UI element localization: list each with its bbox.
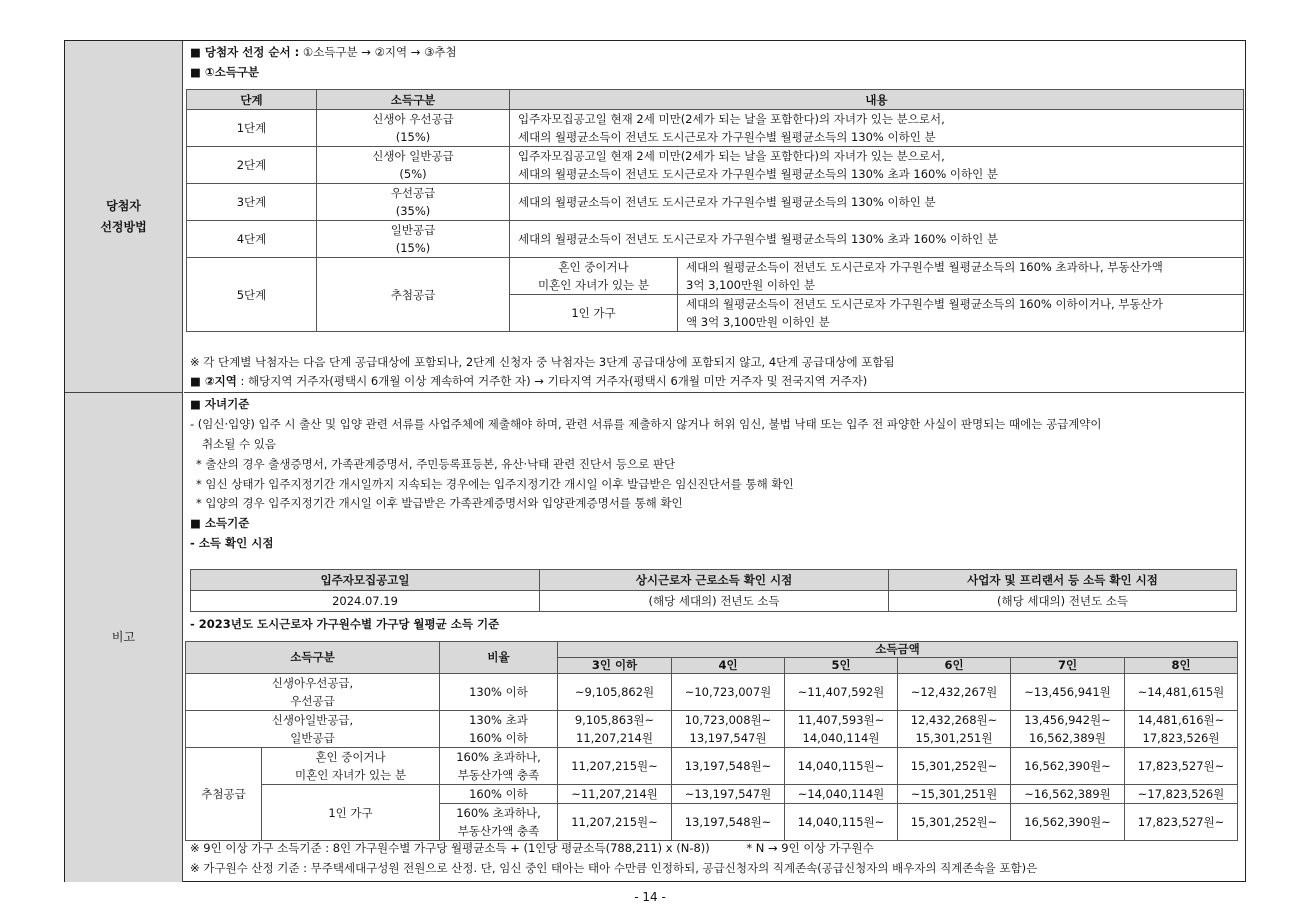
value-cell: ~11,407,592원 [785, 674, 898, 711]
label-line: 당첨자 [106, 199, 141, 214]
value-cell: ~10,723,007원 [672, 674, 785, 711]
income-standard-table [185, 641, 1238, 841]
header-cell: 입주자모집공고일 [191, 570, 540, 591]
value-cell: 10,723,008원~ 13,197,547원 [672, 711, 785, 748]
lottery-label: 추첨공급 [186, 748, 262, 841]
order-title: ■ 당첨자 선정 순서 : [190, 45, 300, 59]
income-title: ■ ①소득구분 [190, 65, 260, 79]
table-row [187, 221, 1244, 258]
order-line [190, 43, 457, 61]
value-cell: 13,456,942원~ 16,562,389원 [1011, 711, 1125, 748]
value-cell: 17,823,527원~ [1125, 804, 1238, 841]
header-col: 3인 이하 [558, 658, 672, 674]
type-cell: 신생아우선공급, 우선공급 [186, 674, 440, 711]
value-cell: 9,105,863원~ 11,207,214원 [558, 711, 672, 748]
region-text: : 해당지역 거주자(평택시 6개월 이상 계속하여 거주한 자) → 기타지역 거주자(평택시 6개월 미만 거주자 및 전국지역 거주자) [240, 374, 868, 388]
table-row [191, 591, 1237, 612]
value-cell: 16,562,390원~ [1011, 804, 1125, 841]
table-header-row [187, 90, 1244, 110]
value-cell: ~9,105,862원 [558, 674, 672, 711]
table-row [186, 674, 1238, 711]
value-cell: 11,207,215원~ [558, 748, 672, 785]
check-title: - 소득 확인 시점 [190, 536, 274, 550]
table-row [187, 110, 1244, 147]
page-number: - 14 - [634, 890, 666, 904]
stage-cell: 4단계 [187, 221, 317, 258]
type-cell: 신생아 일반공급 (5%) [317, 147, 510, 184]
value-cell: ~13,197,547원 [672, 785, 785, 804]
value-cell: (해당 세대의) 전년도 소득 [540, 591, 889, 612]
std-title: - 2023년도 도시근로자 가구원수별 가구당 월평균 소득 기준 [190, 617, 500, 631]
child-note: * 임신 상태가 입주지정기간 개시일까지 지속되는 경우에는 입주지정기간 개시일 이후 발급받은 임신진단서를 통해 확인 [196, 477, 794, 491]
header-type: 소득구분 [186, 642, 440, 674]
table-row [187, 184, 1244, 221]
header-type: 소득구분 [317, 90, 510, 110]
footnote: ※ 가구원수 산정 기준 : 무주택세대구성원 전원으로 산정. 단, 임신 중인 태아는 태아 수만큼 인정하되, 공급신청자의 직계존속(공급신청자의 배우자의 직계존속을 포함)은 [190, 861, 1038, 875]
table-header-row [186, 642, 1238, 658]
value-cell: 14,040,115원~ [785, 748, 898, 785]
value-cell: 14,040,115원~ [785, 804, 898, 841]
label-line: 선정방법 [100, 219, 147, 234]
value-cell: ~12,432,267원 [898, 674, 1011, 711]
section-label-remarks [65, 393, 183, 882]
subtype-cell: 혼인 중이거나 미혼인 자녀가 있는 분 [510, 258, 678, 295]
value-cell: ~17,823,526원 [1125, 785, 1238, 804]
table-header-row [191, 570, 1237, 591]
value-cell: 15,301,252원~ [898, 804, 1011, 841]
header-col: 7인 [1011, 658, 1125, 674]
content-cell: 세대의 월평균소득이 전년도 도시근로자 가구원수별 월평균소득의 160% 초과하나, 부동산가액 3억 3,100만원 이하인 분 [678, 258, 1244, 295]
content-cell: 세대의 월평균소득이 전년도 도시근로자 가구원수별 월평균소득의 130% 이하인 분 [510, 184, 1244, 221]
value-cell: 17,823,527원~ [1125, 748, 1238, 785]
document-frame [64, 40, 1246, 882]
table-row [187, 147, 1244, 184]
value-cell: ~14,481,615원 [1125, 674, 1238, 711]
subtype-cell: 1인 가구 [510, 295, 678, 332]
type-cell: 신생아일반공급, 일반공급 [186, 711, 440, 748]
income-std-title: ■ 소득기준 [190, 516, 250, 530]
subtype-cell: 혼인 중이거나 미혼인 자녀가 있는 분 [262, 748, 440, 785]
ratio-cell: 160% 초과하나, 부동산가액 충족 [440, 804, 558, 841]
ratio-cell: 160% 초과하나, 부동산가액 충족 [440, 748, 558, 785]
value-cell: 11,407,593원~ 14,040,114원 [785, 711, 898, 748]
value-cell: (해당 세대의) 전년도 소득 [889, 591, 1237, 612]
table-row [186, 711, 1238, 748]
label-line: 비고 [111, 630, 136, 645]
child-line: - (임신·입양) 입주 시 출산 및 입양 관련 서류를 사업주체에 제출해야 하며, 관련 서류를 제출하지 않거나 허위 임신, 불법 낙태 또는 입주 전 파양한 사실이 판명되는 때에는 공급계약이 [190, 417, 1102, 431]
ratio-cell: 160% 이하 [440, 785, 558, 804]
type-cell: 추첨공급 [317, 258, 510, 332]
footnote: ※ 9인 이상 가구 소득기준 : 8인 가구원수별 가구당 월평균소득 + (1인당 평균소득(788,211) x (N-8)) * N → 9인 이상 가구원수 [190, 841, 874, 855]
stage-cell: 2단계 [187, 147, 317, 184]
child-line: 취소될 수 있음 [202, 437, 276, 451]
type-cell: 신생아 우선공급 (15%) [317, 110, 510, 147]
header-cell: 사업자 및 프리랜서 등 소득 확인 시점 [889, 570, 1237, 591]
value-cell: 11,207,215원~ [558, 804, 672, 841]
header-col: 5인 [785, 658, 898, 674]
header-ratio: 비율 [440, 642, 558, 674]
region-title: ■ ②지역 [190, 374, 237, 388]
table-row [187, 258, 1244, 295]
value-cell: 13,197,548원~ [672, 748, 785, 785]
ratio-cell: 130% 초과 160% 이하 [440, 711, 558, 748]
value-cell: 14,481,616원~ 17,823,526원 [1125, 711, 1238, 748]
table-row [186, 785, 1238, 804]
value-cell: ~13,456,941원 [1011, 674, 1125, 711]
header-cell: 상시근로자 근로소득 확인 시점 [540, 570, 889, 591]
child-title: ■ 자녀기준 [190, 397, 250, 411]
value-cell: 15,301,252원~ [898, 748, 1011, 785]
header-col: 4인 [672, 658, 785, 674]
value-cell: ~15,301,251원 [898, 785, 1011, 804]
value-cell: ~11,207,214원 [558, 785, 672, 804]
content-cell: 입주자모집공고일 현재 2세 미만(2세가 되는 날을 포함한다)의 자녀가 있는 분으로서, 세대의 월평균소득이 전년도 도시근로자 가구원수별 월평균소득의 130% 이하인 분 [510, 110, 1244, 147]
content-cell: 세대의 월평균소득이 전년도 도시근로자 가구원수별 월평균소득의 160% 이하이거나, 부동산가 액 3억 3,100만원 이하인 분 [678, 295, 1244, 332]
section-label-selection [65, 41, 183, 393]
stage-note: ※ 각 단계별 낙첨자는 다음 단계 공급대상에 포함되나, 2단계 신청자 중 낙첨자는 3단계 공급대상에 포함되지 않고, 4단계 공급대상에 포함됨 [190, 355, 895, 369]
subtype-cell: 1인 가구 [262, 785, 440, 841]
value-cell: ~14,040,114원 [785, 785, 898, 804]
type-cell: 일반공급 (15%) [317, 221, 510, 258]
value-cell: 12,432,268원~ 15,301,251원 [898, 711, 1011, 748]
content-cell: 입주자모집공고일 현재 2세 미만(2세가 되는 날을 포함한다)의 자녀가 있는 분으로서, 세대의 월평균소득이 전년도 도시근로자 가구원수별 월평균소득의 130% 초과 160% 이하인 분 [510, 147, 1244, 184]
section-content-selection [184, 41, 1244, 393]
order-text: ①소득구분 → ②지역 → ③추첨 [302, 45, 457, 59]
value-cell: 16,562,390원~ [1011, 748, 1125, 785]
header-amount: 소득금액 [558, 642, 1238, 658]
ratio-cell: 130% 이하 [440, 674, 558, 711]
child-note: * 출산의 경우 출생증명서, 가족관계증명서, 주민등록표등본, 유산·낙태 관련 진단서 등으로 판단 [196, 457, 676, 471]
header-col: 6인 [898, 658, 1011, 674]
header-stage: 단계 [187, 90, 317, 110]
value-cell: 2024.07.19 [191, 591, 540, 612]
header-content: 내용 [510, 90, 1244, 110]
content-cell: 세대의 월평균소득이 전년도 도시근로자 가구원수별 월평균소득의 130% 초과 160% 이하인 분 [510, 221, 1244, 258]
stage-cell: 5단계 [187, 258, 317, 332]
child-note: * 입양의 경우 입주지정기간 개시일 이후 발급받은 가족관계증명서와 입양관계증명서를 통해 확인 [196, 496, 683, 510]
income-check-table [190, 569, 1237, 612]
stage-cell: 3단계 [187, 184, 317, 221]
income-stage-table [186, 89, 1244, 332]
type-cell: 우선공급 (35%) [317, 184, 510, 221]
stage-cell: 1단계 [187, 110, 317, 147]
header-col: 8인 [1125, 658, 1238, 674]
value-cell: ~16,562,389원 [1011, 785, 1125, 804]
table-row [186, 748, 1238, 785]
region-line [190, 372, 867, 390]
section-content-remarks [184, 393, 1244, 882]
value-cell: 13,197,548원~ [672, 804, 785, 841]
